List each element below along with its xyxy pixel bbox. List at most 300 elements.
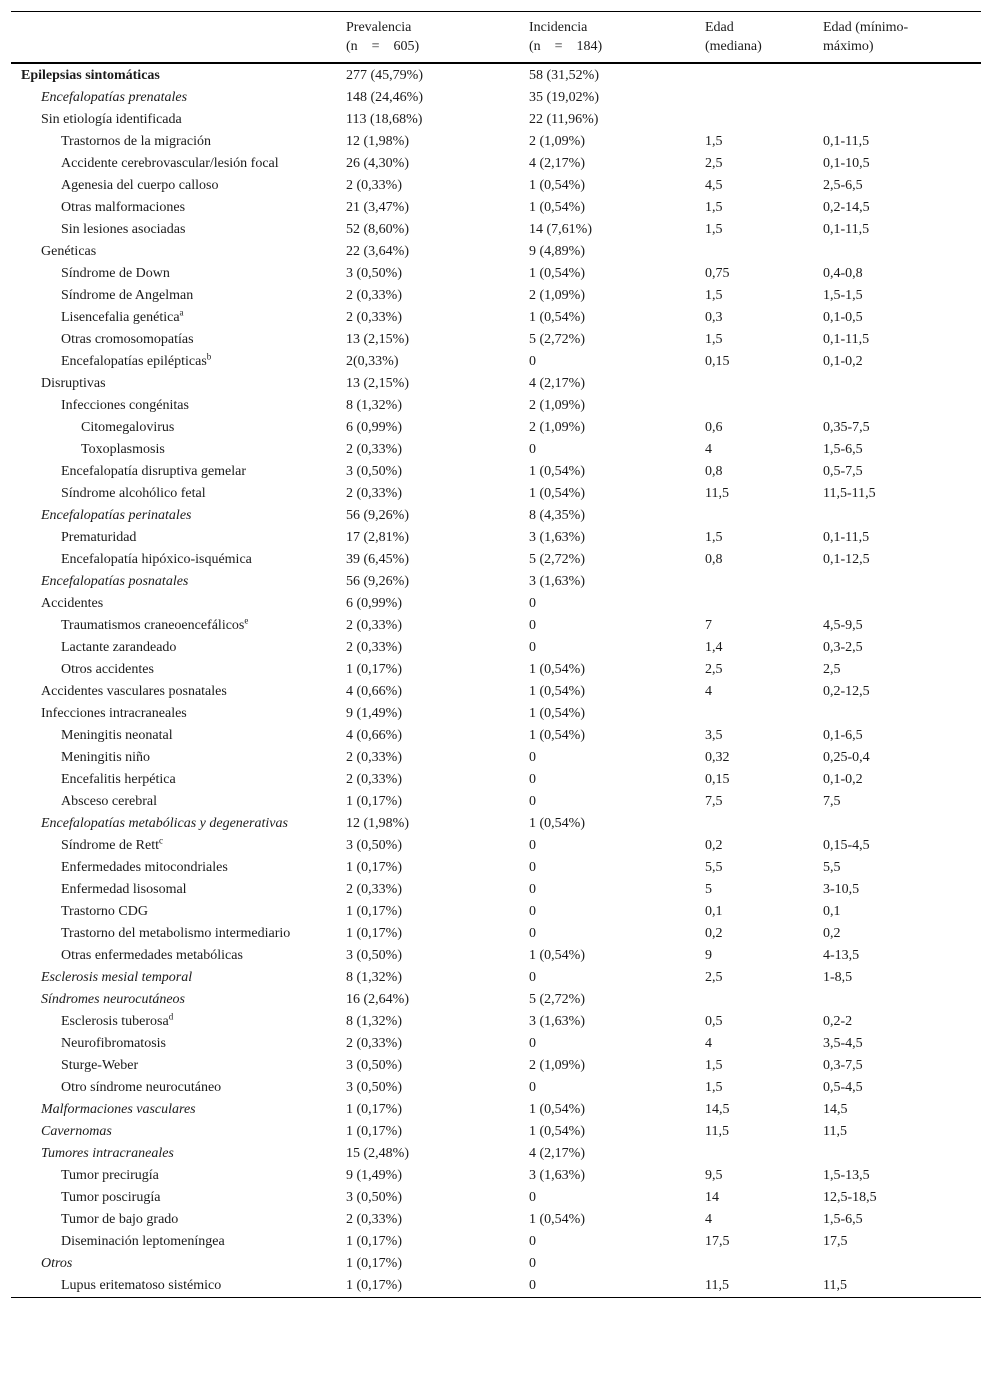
table-row bbox=[11, 1275, 981, 1298]
age-median-cell: 14,5 bbox=[705, 1102, 730, 1117]
age-range-cell: 0,1-11,5 bbox=[823, 134, 870, 149]
table-row bbox=[11, 835, 981, 857]
prevalence-cell: 1 (0,17%) bbox=[346, 904, 402, 919]
header-age-range-title: Edad (mínimo- bbox=[823, 20, 909, 35]
prevalence-cell: 1 (0,17%) bbox=[346, 662, 402, 677]
header-age-median bbox=[695, 12, 813, 64]
age-median-cell: 0,1 bbox=[705, 904, 723, 919]
table-row bbox=[11, 681, 981, 703]
age-median-cell: 4 bbox=[705, 442, 712, 457]
table-row bbox=[11, 241, 981, 263]
age-range-cell bbox=[813, 241, 981, 263]
row-label: Otro síndrome neurocutáneo bbox=[61, 1080, 222, 1095]
table-row bbox=[11, 219, 981, 241]
table-row bbox=[11, 1187, 981, 1209]
prevalence-cell: 2 (0,33%) bbox=[346, 288, 402, 303]
row-label: Epilepsias sintomáticas bbox=[21, 68, 160, 83]
table-row bbox=[11, 879, 981, 901]
age-median-cell: 2,5 bbox=[705, 970, 723, 985]
age-range-cell: 0,1-11,5 bbox=[823, 530, 870, 545]
incidence-cell: 58 (31,52%) bbox=[529, 68, 599, 83]
prevalence-cell: 3 (0,50%) bbox=[346, 266, 402, 281]
table-row bbox=[11, 285, 981, 307]
row-label-cell bbox=[11, 329, 336, 351]
row-label: Malformaciones vasculares bbox=[41, 1102, 196, 1117]
age-median-cell: 1,5 bbox=[705, 134, 723, 149]
age-range-cell: 0,1-11,5 bbox=[823, 332, 870, 347]
row-label: Síndromes neurocutáneos bbox=[41, 992, 185, 1007]
age-range-cell: 2,5-6,5 bbox=[823, 178, 863, 193]
row-label-cell bbox=[11, 1121, 336, 1143]
table-row bbox=[11, 131, 981, 153]
table-row bbox=[11, 747, 981, 769]
age-range-cell: 0,1-0,2 bbox=[823, 772, 863, 787]
incidence-cell: 0 bbox=[529, 354, 536, 369]
row-label: Lupus eritematoso sistémico bbox=[61, 1278, 222, 1293]
header-age-median-sub: (mediana) bbox=[705, 39, 762, 54]
row-label-cell bbox=[11, 791, 336, 813]
incidence-cell: 2 (1,09%) bbox=[529, 420, 585, 435]
incidence-cell: 0 bbox=[529, 970, 536, 985]
prevalence-cell: 148 (24,46%) bbox=[346, 90, 423, 105]
incidence-cell: 35 (19,02%) bbox=[529, 90, 599, 105]
incidence-cell: 0 bbox=[529, 1190, 536, 1205]
table-row bbox=[11, 153, 981, 175]
incidence-cell: 5 (2,72%) bbox=[529, 332, 585, 347]
row-label-cell bbox=[11, 637, 336, 659]
age-median-cell: 0,15 bbox=[705, 772, 730, 787]
incidence-cell: 0 bbox=[529, 596, 536, 611]
incidence-cell: 0 bbox=[529, 1278, 536, 1293]
age-range-cell: 0,1-12,5 bbox=[823, 552, 870, 567]
table-row bbox=[11, 1099, 981, 1121]
row-label-cell bbox=[11, 1077, 336, 1099]
prevalence-cell: 12 (1,98%) bbox=[346, 134, 409, 149]
incidence-cell: 1 (0,54%) bbox=[529, 464, 585, 479]
age-range-cell: 12,5-18,5 bbox=[823, 1190, 877, 1205]
incidence-cell: 0 bbox=[529, 860, 536, 875]
row-label-cell bbox=[11, 593, 336, 615]
prevalence-cell: 1 (0,17%) bbox=[346, 1102, 402, 1117]
prevalence-cell: 3 (0,50%) bbox=[346, 838, 402, 853]
age-median-cell: 11,5 bbox=[705, 1278, 729, 1293]
row-label-cell bbox=[11, 1055, 336, 1077]
table-header bbox=[11, 12, 981, 64]
prevalence-cell: 3 (0,50%) bbox=[346, 1058, 402, 1073]
incidence-cell: 0 bbox=[529, 442, 536, 457]
row-label-cell bbox=[11, 769, 336, 791]
table-row bbox=[11, 1121, 981, 1143]
header-incidence bbox=[519, 12, 695, 64]
age-range-cell: 11,5 bbox=[823, 1278, 847, 1293]
row-label-cell bbox=[11, 263, 336, 285]
row-label-cell bbox=[11, 835, 336, 857]
age-range-cell: 0,5-4,5 bbox=[823, 1080, 863, 1095]
prevalence-cell: 8 (1,32%) bbox=[346, 398, 402, 413]
age-median-cell bbox=[695, 1253, 813, 1275]
table-row bbox=[11, 527, 981, 549]
incidence-cell: 2 (1,09%) bbox=[529, 288, 585, 303]
age-median-cell: 11,5 bbox=[705, 1124, 729, 1139]
age-range-cell: 3,5-4,5 bbox=[823, 1036, 863, 1051]
age-median-cell: 7,5 bbox=[705, 794, 723, 809]
table-row bbox=[11, 791, 981, 813]
age-median-cell bbox=[695, 395, 813, 417]
row-label: Lactante zarandeado bbox=[61, 640, 177, 655]
row-label: Accidentes bbox=[41, 596, 104, 611]
row-label: Tumores intracraneales bbox=[41, 1146, 174, 1161]
row-label-cell bbox=[11, 725, 336, 747]
table-row bbox=[11, 725, 981, 747]
prevalence-cell: 2 (0,33%) bbox=[346, 772, 402, 787]
table-row bbox=[11, 175, 981, 197]
incidence-cell: 1 (0,54%) bbox=[529, 1102, 585, 1117]
row-label: Encefalopatías prenatales bbox=[41, 90, 188, 105]
footnote-marker: d bbox=[168, 1011, 174, 1022]
prevalence-cell: 16 (2,64%) bbox=[346, 992, 409, 1007]
age-median-cell: 0,3 bbox=[705, 310, 723, 325]
row-label: Meningitis neonatal bbox=[61, 728, 173, 743]
age-range-cell bbox=[813, 593, 981, 615]
row-label: Esclerosis mesial temporal bbox=[41, 970, 193, 985]
row-label-cell bbox=[11, 175, 336, 197]
prevalence-cell: 2 (0,33%) bbox=[346, 618, 402, 633]
row-label-cell bbox=[11, 505, 336, 527]
row-label-cell bbox=[11, 87, 336, 109]
age-median-cell: 0,32 bbox=[705, 750, 730, 765]
age-median-cell: 9 bbox=[705, 948, 712, 963]
prevalence-cell: 13 (2,15%) bbox=[346, 376, 409, 391]
table-row bbox=[11, 483, 981, 505]
row-label: Otras malformaciones bbox=[61, 200, 186, 215]
prevalence-cell: 9 (1,49%) bbox=[346, 1168, 402, 1183]
table-row bbox=[11, 1209, 981, 1231]
age-median-cell: 4 bbox=[705, 684, 712, 699]
row-label: Trastornos de la migración bbox=[61, 134, 211, 149]
row-label: Traumatismos craneoencefálicos bbox=[61, 618, 245, 633]
header-prevalence-n: (n = 605) bbox=[346, 39, 420, 54]
age-range-cell bbox=[813, 505, 981, 527]
prevalence-cell: 6 (0,99%) bbox=[346, 596, 402, 611]
table-body bbox=[11, 63, 981, 1298]
header-category bbox=[11, 12, 336, 64]
age-median-cell: 0,8 bbox=[705, 552, 723, 567]
incidence-cell: 1 (0,54%) bbox=[529, 662, 585, 677]
row-label-cell bbox=[11, 615, 336, 637]
incidence-cell: 0 bbox=[529, 750, 536, 765]
age-median-cell: 0,8 bbox=[705, 464, 723, 479]
table-row bbox=[11, 263, 981, 285]
row-label: Tumor poscirugía bbox=[61, 1190, 161, 1205]
row-label: Esclerosis tuberosa bbox=[61, 1014, 169, 1029]
table-row bbox=[11, 813, 981, 835]
age-range-cell: 0,2-14,5 bbox=[823, 200, 870, 215]
incidence-cell: 0 bbox=[529, 794, 536, 809]
age-range-cell: 1-8,5 bbox=[823, 970, 853, 985]
row-label-cell bbox=[11, 417, 336, 439]
age-median-cell bbox=[695, 505, 813, 527]
row-label-cell bbox=[11, 945, 336, 967]
row-label-cell bbox=[11, 483, 336, 505]
row-label-cell bbox=[11, 285, 336, 307]
age-median-cell: 1,5 bbox=[705, 200, 723, 215]
table-row bbox=[11, 857, 981, 879]
age-median-cell bbox=[695, 87, 813, 109]
age-median-cell: 2,5 bbox=[705, 662, 723, 677]
table-row bbox=[11, 637, 981, 659]
age-range-cell: 0,1-0,5 bbox=[823, 310, 863, 325]
age-range-cell: 5,5 bbox=[823, 860, 841, 875]
incidence-cell: 2 (1,09%) bbox=[529, 134, 585, 149]
age-median-cell: 0,6 bbox=[705, 420, 723, 435]
prevalence-cell: 113 (18,68%) bbox=[346, 112, 423, 127]
row-label-cell bbox=[11, 923, 336, 945]
age-range-cell: 4,5-9,5 bbox=[823, 618, 863, 633]
row-label: Absceso cerebral bbox=[61, 794, 158, 809]
footnote-marker: c bbox=[159, 835, 163, 846]
age-range-cell bbox=[813, 63, 981, 87]
table-row bbox=[11, 417, 981, 439]
row-label-cell bbox=[11, 373, 336, 395]
age-median-cell: 0,15 bbox=[705, 354, 730, 369]
row-label: Otras enfermedades metabólicas bbox=[61, 948, 243, 963]
age-range-cell: 11,5-11,5 bbox=[823, 486, 876, 501]
row-label-cell bbox=[11, 1011, 336, 1033]
age-range-cell: 0,35-7,5 bbox=[823, 420, 870, 435]
table-row bbox=[11, 1055, 981, 1077]
row-label: Lisencefalia genética bbox=[61, 310, 180, 325]
table-row bbox=[11, 505, 981, 527]
table-row bbox=[11, 351, 981, 373]
age-median-cell: 4 bbox=[705, 1036, 712, 1051]
age-range-cell: 0,1-0,2 bbox=[823, 354, 863, 369]
row-label: Tumor de bajo grado bbox=[61, 1212, 179, 1227]
row-label: Encefalopatías posnatales bbox=[41, 574, 189, 589]
prevalence-cell: 56 (9,26%) bbox=[346, 574, 409, 589]
incidence-cell: 1 (0,54%) bbox=[529, 266, 585, 281]
age-median-cell: 1,4 bbox=[705, 640, 723, 655]
row-label-cell bbox=[11, 131, 336, 153]
age-range-cell: 0,2-12,5 bbox=[823, 684, 870, 699]
age-median-cell: 1,5 bbox=[705, 530, 723, 545]
age-median-cell: 17,5 bbox=[705, 1234, 730, 1249]
row-label-cell bbox=[11, 1143, 336, 1165]
incidence-cell: 1 (0,54%) bbox=[529, 948, 585, 963]
age-range-cell bbox=[813, 395, 981, 417]
age-range-cell: 3-10,5 bbox=[823, 882, 860, 897]
table-row bbox=[11, 439, 981, 461]
age-range-cell: 0,1-6,5 bbox=[823, 728, 863, 743]
prevalence-cell: 2 (0,33%) bbox=[346, 750, 402, 765]
age-range-cell: 1,5-6,5 bbox=[823, 442, 863, 457]
prevalence-cell: 17 (2,81%) bbox=[346, 530, 409, 545]
prevalence-cell: 52 (8,60%) bbox=[346, 222, 409, 237]
header-age-median-title: Edad bbox=[705, 20, 734, 35]
incidence-cell: 1 (0,54%) bbox=[529, 310, 585, 325]
row-label: Enfermedad lisosomal bbox=[61, 882, 187, 897]
prevalence-cell: 6 (0,99%) bbox=[346, 420, 402, 435]
row-label: Síndrome de Rett bbox=[61, 838, 159, 853]
incidence-cell: 3 (1,63%) bbox=[529, 530, 585, 545]
age-median-cell bbox=[695, 1143, 813, 1165]
footnote-marker: e bbox=[244, 615, 249, 626]
table-row bbox=[11, 967, 981, 989]
table-row bbox=[11, 197, 981, 219]
age-median-cell: 2,5 bbox=[705, 156, 723, 171]
row-label-cell bbox=[11, 1187, 336, 1209]
age-range-cell: 14,5 bbox=[823, 1102, 848, 1117]
incidence-cell: 4 (2,17%) bbox=[529, 156, 585, 171]
prevalence-cell: 9 (1,49%) bbox=[346, 706, 402, 721]
row-label-cell bbox=[11, 1033, 336, 1055]
incidence-cell: 0 bbox=[529, 772, 536, 787]
row-label-cell bbox=[11, 703, 336, 725]
age-range-cell bbox=[813, 109, 981, 131]
row-label: Infecciones congénitas bbox=[61, 398, 189, 413]
row-label-cell bbox=[11, 571, 336, 593]
age-range-cell: 17,5 bbox=[823, 1234, 848, 1249]
row-label: Otras cromosomopatías bbox=[61, 332, 194, 347]
prevalence-cell: 2 (0,33%) bbox=[346, 1212, 402, 1227]
row-label: Toxoplasmosis bbox=[81, 442, 165, 457]
header-age-range-sub: máximo) bbox=[823, 39, 874, 54]
row-label-cell bbox=[11, 197, 336, 219]
incidence-cell: 8 (4,35%) bbox=[529, 508, 585, 523]
age-median-cell: 1,5 bbox=[705, 288, 723, 303]
row-label: Encefalopatía hipóxico-isquémica bbox=[61, 552, 252, 567]
age-range-cell: 0,1 bbox=[823, 904, 841, 919]
age-median-cell: 0,2 bbox=[705, 926, 723, 941]
table-row bbox=[11, 1011, 981, 1033]
age-range-cell: 0,15-4,5 bbox=[823, 838, 870, 853]
footnote-marker: a bbox=[179, 307, 184, 318]
age-median-cell bbox=[695, 241, 813, 263]
prevalence-cell: 1 (0,17%) bbox=[346, 860, 402, 875]
row-label: Síndrome alcohólico fetal bbox=[61, 486, 206, 501]
row-label: Meningitis niño bbox=[61, 750, 151, 765]
prevalence-cell: 3 (0,50%) bbox=[346, 948, 402, 963]
prevalence-cell: 1 (0,17%) bbox=[346, 1234, 402, 1249]
row-label: Genéticas bbox=[41, 244, 97, 259]
prevalence-cell: 26 (4,30%) bbox=[346, 156, 409, 171]
prevalence-cell: 2 (0,33%) bbox=[346, 442, 402, 457]
row-label: Encefalopatías perinatales bbox=[41, 508, 192, 523]
incidence-cell: 0 bbox=[529, 904, 536, 919]
age-median-cell: 1,5 bbox=[705, 1080, 723, 1095]
incidence-cell: 0 bbox=[529, 1234, 536, 1249]
incidence-cell: 0 bbox=[529, 838, 536, 853]
row-label-cell bbox=[11, 439, 336, 461]
age-median-cell: 1,5 bbox=[705, 1058, 723, 1073]
age-median-cell bbox=[695, 989, 813, 1011]
age-median-cell: 7 bbox=[705, 618, 712, 633]
table-row bbox=[11, 1077, 981, 1099]
age-range-cell: 4-13,5 bbox=[823, 948, 860, 963]
row-label: Cavernomas bbox=[41, 1124, 112, 1139]
age-range-cell bbox=[813, 571, 981, 593]
table-row bbox=[11, 1143, 981, 1165]
age-median-cell bbox=[695, 813, 813, 835]
table-row bbox=[11, 1033, 981, 1055]
row-label-cell bbox=[11, 879, 336, 901]
row-label: Otros bbox=[41, 1256, 73, 1271]
row-label: Encefalopatías epilépticas bbox=[61, 354, 207, 369]
age-median-cell: 0,75 bbox=[705, 266, 730, 281]
incidence-cell: 1 (0,54%) bbox=[529, 1212, 585, 1227]
prevalence-cell: 1 (0,17%) bbox=[346, 1256, 402, 1271]
prevalence-cell: 4 (0,66%) bbox=[346, 684, 402, 699]
age-median-cell bbox=[695, 109, 813, 131]
age-range-cell bbox=[813, 989, 981, 1011]
age-range-cell: 1,5-13,5 bbox=[823, 1168, 870, 1183]
row-label-cell bbox=[11, 549, 336, 571]
etiology-table bbox=[11, 11, 981, 1298]
incidence-cell: 0 bbox=[529, 618, 536, 633]
row-label-cell bbox=[11, 1099, 336, 1121]
row-label: Infecciones intracraneales bbox=[41, 706, 187, 721]
age-range-cell: 0,25-0,4 bbox=[823, 750, 870, 765]
age-range-cell: 1,5-6,5 bbox=[823, 1212, 863, 1227]
row-label-cell bbox=[11, 813, 336, 835]
incidence-cell: 22 (11,96%) bbox=[529, 112, 599, 127]
row-label: Prematuridad bbox=[61, 530, 137, 545]
age-median-cell: 0,5 bbox=[705, 1014, 723, 1029]
table-row bbox=[11, 923, 981, 945]
age-range-cell: 7,5 bbox=[823, 794, 841, 809]
age-median-cell bbox=[695, 373, 813, 395]
age-range-cell bbox=[813, 87, 981, 109]
header-incidence-title: Incidencia bbox=[529, 20, 588, 35]
incidence-cell: 1 (0,54%) bbox=[529, 684, 585, 699]
row-label-cell bbox=[11, 1275, 336, 1298]
row-label: Trastorno del metabolismo intermediario bbox=[61, 926, 291, 941]
table-row bbox=[11, 63, 981, 87]
row-label: Sin etiología identificada bbox=[41, 112, 182, 127]
row-label-cell bbox=[11, 1231, 336, 1253]
prevalence-cell: 56 (9,26%) bbox=[346, 508, 409, 523]
table-row bbox=[11, 571, 981, 593]
row-label: Agenesia del cuerpo calloso bbox=[61, 178, 219, 193]
incidence-cell: 1 (0,54%) bbox=[529, 706, 585, 721]
table-row bbox=[11, 1231, 981, 1253]
table-row bbox=[11, 109, 981, 131]
row-label-cell bbox=[11, 241, 336, 263]
row-label: Neurofibromatosis bbox=[61, 1036, 166, 1051]
prevalence-cell: 1 (0,17%) bbox=[346, 1124, 402, 1139]
age-median-cell: 4,5 bbox=[705, 178, 723, 193]
row-label: Sturge-Weber bbox=[61, 1058, 139, 1073]
incidence-cell: 1 (0,54%) bbox=[529, 728, 585, 743]
prevalence-cell: 8 (1,32%) bbox=[346, 1014, 402, 1029]
row-label: Síndrome de Down bbox=[61, 266, 170, 281]
age-range-cell: 0,4-0,8 bbox=[823, 266, 863, 281]
age-median-cell: 5,5 bbox=[705, 860, 723, 875]
age-median-cell: 9,5 bbox=[705, 1168, 723, 1183]
table-container bbox=[11, 11, 981, 1298]
age-median-cell: 1,5 bbox=[705, 332, 723, 347]
prevalence-cell: 4 (0,66%) bbox=[346, 728, 402, 743]
row-label-cell bbox=[11, 659, 336, 681]
incidence-cell: 5 (2,72%) bbox=[529, 552, 585, 567]
table-row bbox=[11, 703, 981, 725]
row-label-cell bbox=[11, 63, 336, 87]
row-label: Sin lesiones asociadas bbox=[61, 222, 186, 237]
incidence-cell: 14 (7,61%) bbox=[529, 222, 592, 237]
row-label: Disruptivas bbox=[41, 376, 106, 391]
incidence-cell: 1 (0,54%) bbox=[529, 1124, 585, 1139]
row-label-cell bbox=[11, 901, 336, 923]
incidence-cell: 2 (1,09%) bbox=[529, 398, 585, 413]
